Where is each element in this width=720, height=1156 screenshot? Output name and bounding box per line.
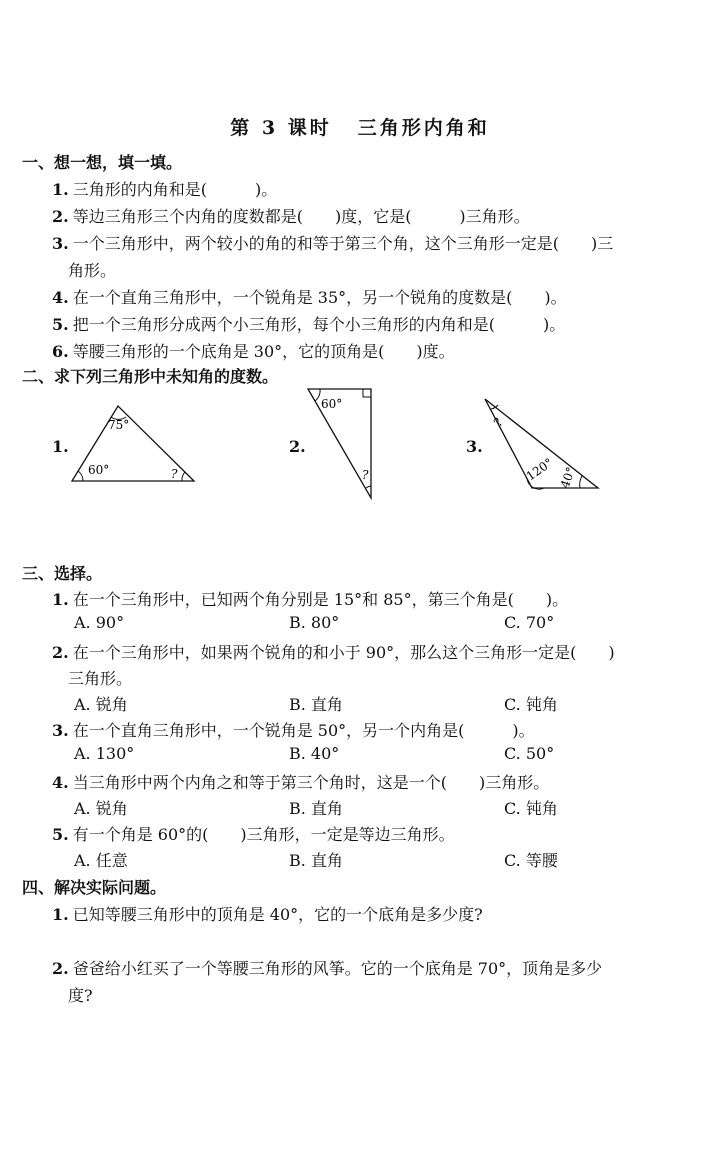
problem-2: 2. 爸爸给小红买了一个等腰三角形的风筝。它的一个底角是 70°，顶角是多少 (52, 959, 603, 978)
choice-2-option-b: B. 直角 (289, 695, 343, 714)
choice-4-option-a: A. 锐角 (74, 799, 128, 818)
section-heading-problems: 四、解决实际问题。 (22, 878, 167, 897)
triangle-3-angle-top: ? (490, 415, 506, 429)
choice-4-option-c: C. 钝角 (504, 799, 558, 818)
choice-question-3: 3. 在一个直角三角形中，一个锐角是 50°，另一个内角是( )。 (52, 721, 535, 740)
choice-1-option-c: C. 70° (504, 613, 555, 632)
choice-question-2-continued: 三角形。 (68, 669, 133, 688)
choice-2-option-a: A. 锐角 (74, 695, 128, 714)
triangle-3-angle-right: 40° (557, 465, 579, 491)
choice-question-4: 4. 当三角形中两个内角之和等于第三个角时，这是一个( )三角形。 (52, 773, 550, 792)
problem-1: 1. 已知等腰三角形中的顶角是 40°，它的一个底角是多少度? (52, 905, 483, 924)
fill-question-5: 5. 把一个三角形分成两个小三角形，每个小三角形的内角和是( )。 (52, 315, 566, 334)
fill-question-6: 6. 等腰三角形的一个底角是 30°，它的顶角是( )度。 (52, 342, 455, 361)
triangle-3 (485, 399, 598, 490)
triangle-1-angle-right: ? (171, 467, 178, 481)
choice-question-2: 2. 在一个三角形中，如果两个锐角的和小于 90°，那么这个三角形一定是( ) (52, 643, 615, 662)
choice-4-option-b: B. 直角 (289, 799, 343, 818)
choice-3-option-c: C. 50° (504, 744, 555, 763)
choice-5-option-a: A. 任意 (74, 851, 128, 870)
choice-3-option-b: B. 40° (289, 744, 340, 763)
choice-1-option-b: B. 80° (289, 613, 340, 632)
choice-2-option-c: C. 钝角 (504, 695, 558, 714)
section-heading-choice: 三、选择。 (22, 564, 103, 583)
choice-question-5: 5. 有一个角是 60°的( )三角形，一定是等边三角形。 (52, 825, 455, 844)
triangle-3-angle-middle: 120° (523, 455, 556, 484)
triangle-2 (308, 389, 371, 498)
triangle-1-label: 1. (52, 437, 69, 456)
choice-3-option-a: A. 130° (74, 744, 135, 763)
triangle-2-angle-top: 60° (321, 397, 343, 411)
fill-question-4: 4. 在一个直角三角形中，一个锐角是 35°，另一个锐角的度数是( )。 (52, 288, 567, 307)
section-heading-fill: 一、想一想，填一填。 (22, 153, 183, 172)
triangle-1-angle-left: 60° (88, 463, 110, 477)
section-heading-angles: 二、求下列三角形中未知角的度数。 (22, 367, 279, 386)
triangle-3-label: 3. (466, 437, 483, 456)
triangle-2-angle-bottom: ? (362, 468, 369, 482)
fill-question-1: 1. 三角形的内角和是( )。 (52, 180, 278, 199)
choice-1-option-a: A. 90° (74, 613, 125, 632)
choice-5-option-c: C. 等腰 (504, 851, 558, 870)
triangle-2-label: 2. (289, 437, 306, 456)
lesson-number: 第 3 课时 (230, 117, 332, 139)
fill-question-3: 3. 一个三角形中，两个较小的角的和等于第三个角，这个三角形一定是( )三 (52, 234, 614, 253)
triangle-1-angle-top: 75° (108, 418, 130, 432)
choice-5-option-b: B. 直角 (289, 851, 343, 870)
lesson-topic: 三角形内角和 (357, 117, 490, 139)
problem-2-continued: 度? (68, 986, 93, 1005)
choice-question-1: 1. 在一个三角形中，已知两个角分别是 15°和 85°，第三个角是( )。 (52, 590, 569, 609)
fill-question-2: 2. 等边三角形三个内角的度数都是( )度，它是( )三角形。 (52, 207, 530, 226)
fill-question-3-continued: 角形。 (68, 261, 117, 280)
triangle-1 (72, 406, 194, 481)
